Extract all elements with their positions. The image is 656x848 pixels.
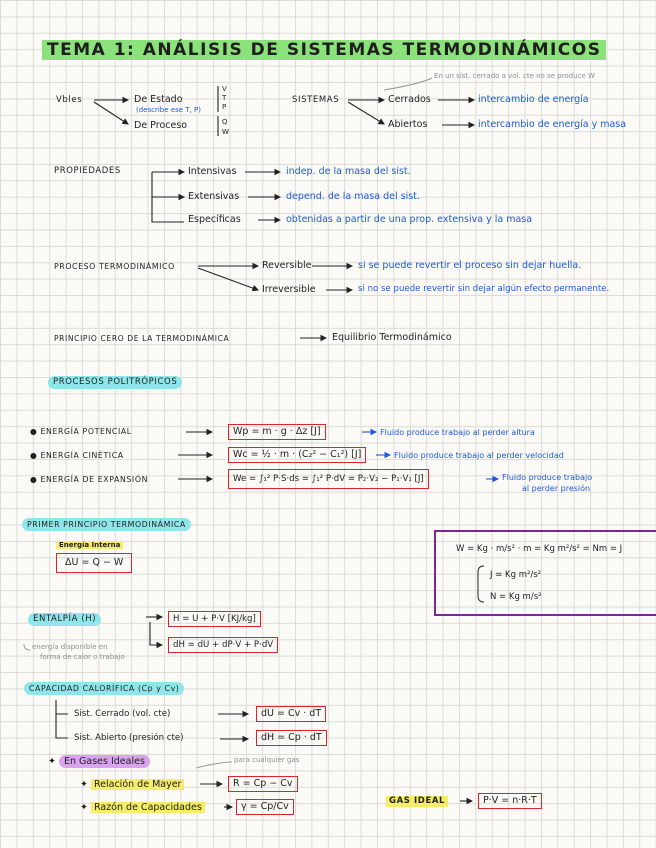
proceso-termo-label: PROCESO TERMODINÁMICO [54,262,175,271]
sistemas-cerrados: Cerrados [388,94,431,105]
vars-estado: De Estado [134,94,183,105]
proceso-var-q: Q [222,118,228,126]
capacidad-cerrado: Sist. Cerrado (vol. cte) [74,709,171,719]
capacidad-abierto: Sist. Abierto (presión cte) [74,733,184,743]
gases-ideales-label: En Gases Ideales [59,755,150,768]
units-box [434,530,656,616]
formula-razon: γ = Cp/Cv [236,799,294,815]
formula-cv: dU = Cv · dT [256,706,326,722]
politropico-expansion-desc-2: al perder presión [522,484,591,493]
sistemas-label: SISTEMAS [292,95,340,105]
sistemas-abiertos: Abiertos [388,119,428,130]
relacion-mayer-label: Relación de Mayer [91,779,184,790]
units-line-3: N = Kg m/s² [490,592,542,602]
prop-intensivas: Intensivas [188,166,237,177]
formula-entalpia: H = U + P·V [KJ/kg] [168,611,261,627]
politropico-cinetica-desc: Fluido produce trabajo al perder velocidad [394,451,564,460]
page-title: TEMA 1: ANÁLISIS DE SISTEMAS TERMODINÁMICOS [42,40,606,60]
formula-cinetica: Wc = ½ · m · (C₂² − C₁²) [J] [228,447,366,463]
primer-principio-label: PRIMER PRINCIPIO TERMODINÁMICA [22,518,191,531]
entalpia-label: ENTALPÍA (H) [28,613,101,626]
units-line-1: W = Kg · m/s² · m = Kg m²/s² = Nm = J [456,544,623,554]
prop-intensivas-desc: indep. de la masa del sist. [286,166,411,177]
formula-primer-principio: ΔU = Q − W [56,553,132,573]
vars-estado-note: (describe ese T, P) [136,106,201,114]
principio-cero-result: Equilibrio Termodinámico [332,332,452,343]
formula-potencial: Wp = m · g · Δz [J] [228,424,326,440]
formula-mayer: R = Cp − Cv [228,776,298,792]
relacion-mayer: ✦ Relación de Mayer [80,779,184,790]
prop-especificas-desc: obtenidas a partir de una prop. extensiva y la masa [286,214,533,225]
prop-extensivas-desc: depend. de la masa del sist. [286,191,420,202]
propiedades-label: PROPIEDADES [54,166,121,176]
politropico-potencial: ● ENERGÍA POTENCIAL [30,427,132,436]
formula-entalpia-diferencial: dH = dU + dP·V + P·dV [168,637,278,653]
variables-label: Vbles [56,95,83,105]
capacidad-label: CAPACIDAD CALORÍFICA (Cp y Cv) [24,682,184,695]
politropico-expansion: ● ENERGÍA DE EXPANSIÓN [30,475,149,484]
politropicos-label: PROCESOS POLITRÓPICOS [48,376,182,389]
proceso-irreversible: Irreversible [262,284,316,295]
entalpia-note-1: energía disponible en [32,643,108,651]
politropico-potencial-label: ENERGÍA POTENCIAL [40,427,132,436]
vars-proceso: De Proceso [134,120,188,131]
proceso-reversible-desc: si se puede revertir el proceso sin dejar huella. [358,260,582,271]
razon-capacidades: ✦ Razón de Capacidades [80,802,205,813]
estado-var-p: P [222,103,227,111]
razon-capacidades-label: Razón de Capacidades [91,802,205,813]
proceso-reversible: Reversible [262,260,312,271]
principio-cero-label: PRINCIPIO CERO DE LA TERMODINÁMICA [54,334,230,343]
gases-ideales-note: para cualquier gas [234,756,300,764]
sistemas-cerrados-desc: intercambio de energía [478,94,589,105]
politropico-expansion-label: ENERGÍA DE EXPANSIÓN [40,475,149,484]
sistemas-note: En un sist. cerrado a vol. cte no se produce W [434,72,595,80]
politropico-expansion-desc-1: Fluido produce trabajo [502,473,593,482]
sistemas-abiertos-desc: intercambio de energía y masa [478,119,627,130]
energia-interna-label: Energía Interna [56,541,123,549]
politropico-cinetica-label: ENERGÍA CINÉTICA [40,451,124,460]
entalpia-note-2: forma de calor o trabajo [40,653,125,661]
gases-ideales: ✦ En Gases Ideales [48,756,150,767]
politropico-potencial-desc: Fluido produce trabajo al perder altura [380,428,535,437]
prop-especificas: Específicas [188,214,241,225]
proceso-var-w: W [222,128,229,136]
politropico-cinetica: ● ENERGÍA CINÉTICA [30,451,124,460]
units-line-2: J = Kg m²/s² [490,570,542,580]
estado-var-t: T [222,94,227,102]
formula-gas-ideal: P·V = n·R·T [478,793,542,809]
formula-expansion: We = ∫₁² P·S·ds = ∫₁² P·dV = P₂·V₂ − P₁·V₁ [J] [228,469,429,489]
formula-cp: dH = Cp · dT [256,730,327,746]
prop-extensivas: Extensivas [188,191,240,202]
proceso-irreversible-desc: si no se puede revertir sin dejar algún efecto permanente. [358,284,610,294]
estado-var-v: V [222,85,227,93]
gas-ideal-label: GAS IDEAL [386,796,448,807]
